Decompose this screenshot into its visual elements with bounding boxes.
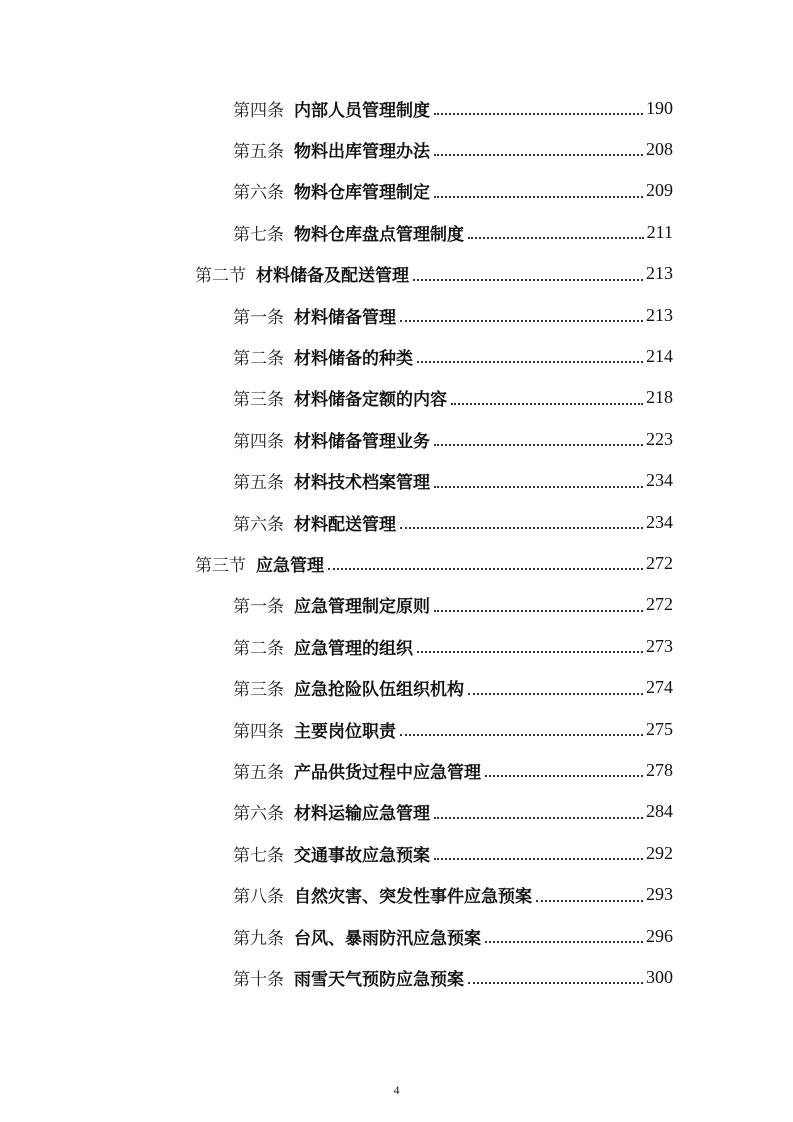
toc-entry-number: 第五条 [233, 473, 284, 494]
toc-entry-number: 第三节 [195, 555, 246, 576]
dot-leader [485, 941, 643, 943]
toc-entry-number: 第九条 [233, 928, 284, 949]
toc-entry-number: 第七条 [233, 224, 284, 245]
toc-entry-page: 278 [646, 759, 673, 780]
toc-entry-number: 第六条 [233, 804, 284, 825]
dot-leader [434, 858, 643, 860]
toc-article-entry[interactable] [233, 710, 673, 748]
dot-leader [400, 320, 643, 322]
toc-entry-title: 内部人员管理制度 [294, 100, 430, 121]
dot-leader [417, 361, 643, 363]
dot-leader [536, 900, 643, 902]
toc-entry-title: 物料仓库管理制定 [294, 183, 430, 204]
toc-article-entry[interactable] [233, 130, 673, 168]
toc-entry-title: 应急管理 [256, 555, 324, 576]
toc-entry-page: 234 [646, 511, 673, 532]
toc-entry-number: 第六条 [233, 183, 284, 204]
toc-entry-number: 第三条 [233, 680, 284, 701]
toc-article-entry[interactable] [233, 793, 673, 831]
toc-entry-title: 材料储备的种类 [294, 348, 413, 369]
toc-entry-title: 产品供货过程中应急管理 [294, 762, 481, 783]
toc-entry-number: 第六条 [233, 514, 284, 535]
dot-leader [417, 651, 643, 653]
toc-entry-title: 主要岗位职责 [294, 721, 396, 742]
toc-article-entry[interactable] [233, 462, 673, 500]
toc-entry-page: 214 [646, 345, 673, 366]
toc-entry-title: 材料运输应急管理 [294, 804, 430, 825]
toc-entry-title: 物料仓库盘点管理制度 [294, 224, 464, 245]
toc-entry-title: 物料出库管理办法 [294, 141, 430, 162]
toc-article-entry[interactable] [233, 296, 673, 334]
page-number: 4 [393, 1083, 400, 1097]
toc-entry-page: 213 [646, 263, 673, 284]
toc-entry-page: 190 [646, 97, 673, 118]
toc-entry-page: 275 [646, 718, 673, 739]
toc-entry-number: 第二条 [233, 638, 284, 659]
dot-leader [400, 527, 643, 529]
toc-entry-number: 第二节 [195, 266, 246, 287]
toc-entry-title: 应急管理制定原则 [294, 597, 430, 618]
toc-entry-page: 292 [646, 842, 673, 863]
toc-entry-page: 209 [646, 180, 673, 201]
toc-entry-page: 273 [646, 635, 673, 656]
toc-section-entry[interactable] [195, 255, 673, 293]
toc-entry-page: 234 [646, 470, 673, 491]
toc-entry-page: 274 [646, 677, 673, 698]
dot-leader [485, 775, 643, 777]
toc-entry-number: 第五条 [233, 762, 284, 783]
dot-leader [451, 403, 643, 405]
toc-entry-number: 第一条 [233, 307, 284, 328]
toc-entry-page: 211 [646, 221, 673, 242]
toc-article-entry[interactable] [233, 751, 673, 789]
toc-entry-page: 284 [646, 801, 673, 822]
toc-entry-title: 交通事故应急预案 [294, 845, 430, 866]
dot-leader [400, 734, 643, 736]
toc-article-entry[interactable] [233, 917, 673, 955]
toc-entry-title: 材料储备管理业务 [294, 431, 430, 452]
dot-leader [434, 113, 643, 115]
dot-leader [434, 444, 643, 446]
toc-entry-page: 272 [646, 552, 673, 573]
toc-article-entry[interactable] [233, 503, 673, 541]
dot-leader [468, 237, 644, 239]
dot-leader [434, 486, 643, 488]
dot-leader [328, 568, 643, 570]
dot-leader [468, 982, 643, 984]
toc-entry-number: 第七条 [233, 845, 284, 866]
toc-entry-page: 208 [646, 138, 673, 159]
dot-leader [434, 817, 643, 819]
toc-article-entry[interactable] [233, 627, 673, 665]
toc-article-entry[interactable] [233, 586, 673, 624]
dot-leader [413, 279, 643, 281]
toc-entry-page: 218 [646, 387, 673, 408]
toc-article-entry[interactable] [233, 213, 673, 251]
toc-entry-number: 第十条 [233, 969, 284, 990]
toc-entry-page: 223 [646, 428, 673, 449]
toc-article-entry[interactable] [233, 172, 673, 210]
toc-article-entry[interactable] [233, 958, 673, 996]
toc-entry-title: 材料储备定额的内容 [294, 390, 447, 411]
toc-article-entry[interactable] [233, 337, 673, 375]
toc-entry-page: 293 [646, 884, 673, 905]
toc-article-entry[interactable] [233, 89, 673, 127]
toc-entry-title: 应急管理的组织 [294, 638, 413, 659]
toc-entry-number: 第一条 [233, 597, 284, 618]
dot-leader [434, 154, 643, 156]
dot-leader [434, 196, 643, 198]
toc-article-entry[interactable] [233, 669, 673, 707]
toc-section-entry[interactable] [195, 544, 673, 582]
toc-entry-page: 213 [646, 304, 673, 325]
toc-entry-number: 第八条 [233, 887, 284, 908]
toc-entry-title: 台风、暴雨防汛应急预案 [294, 928, 481, 949]
toc-entry-page: 272 [646, 594, 673, 615]
toc-entry-number: 第四条 [233, 100, 284, 121]
toc-entry-title: 雨雪天气预防应急预案 [294, 969, 464, 990]
toc-entry-title: 自然灾害、突发性事件应急预案 [294, 887, 532, 908]
toc-article-entry[interactable] [233, 834, 673, 872]
toc-article-entry[interactable] [233, 876, 673, 914]
toc-article-entry[interactable] [233, 420, 673, 458]
dot-leader [434, 610, 643, 612]
toc-entry-title: 材料技术档案管理 [294, 473, 430, 494]
toc-entry-number: 第三条 [233, 390, 284, 411]
toc-entry-number: 第二条 [233, 348, 284, 369]
toc-entry-title: 材料储备及配送管理 [256, 266, 409, 287]
toc-entry-number: 第五条 [233, 141, 284, 162]
toc-entry-title: 应急抢险队伍组织机构 [294, 680, 464, 701]
toc-entry-number: 第四条 [233, 431, 284, 452]
dot-leader [468, 693, 643, 695]
toc-entry-title: 材料配送管理 [294, 514, 396, 535]
toc-entry-page: 296 [646, 925, 673, 946]
toc-article-entry[interactable] [233, 379, 673, 417]
toc-entry-title: 材料储备管理 [294, 307, 396, 328]
toc-entry-number: 第四条 [233, 721, 284, 742]
toc-entry-page: 300 [646, 966, 673, 987]
